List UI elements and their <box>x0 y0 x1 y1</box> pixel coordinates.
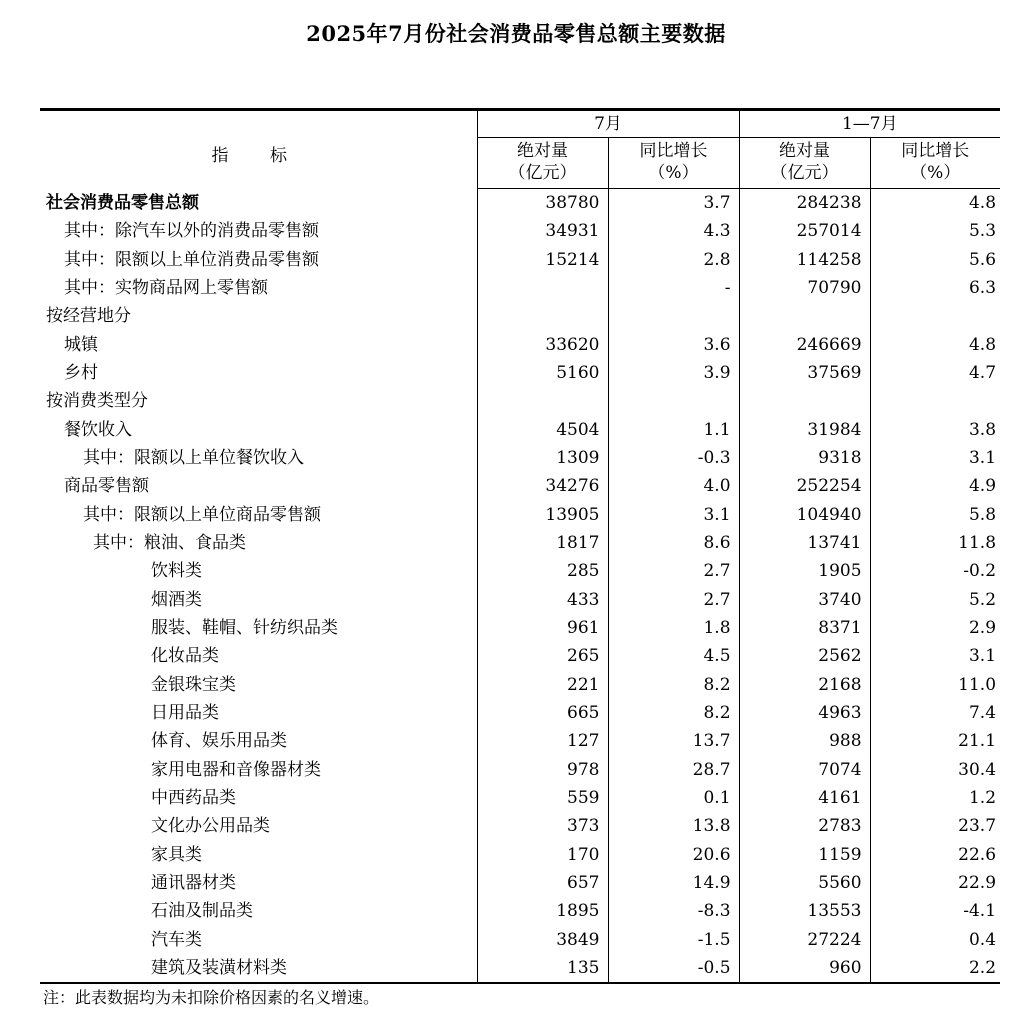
month-abs-cell: 34276 <box>477 472 608 500</box>
table-row <box>40 501 1000 529</box>
table-row <box>40 642 1000 670</box>
ytd-abs-cell: 1905 <box>739 557 870 585</box>
month-abs-cell: 961 <box>477 614 608 642</box>
table-row <box>40 586 1000 614</box>
month-growth-cell: 3.6 <box>608 331 739 359</box>
row-label: 其中：实物商品网上零售额 <box>40 274 477 302</box>
table-row <box>40 359 1000 387</box>
ytd-abs-cell: 9318 <box>739 444 870 472</box>
ytd-abs-cell: 7074 <box>739 756 870 784</box>
table-row <box>40 302 1000 330</box>
month-growth-cell: - <box>608 274 739 302</box>
month-abs-cell: 559 <box>477 784 608 812</box>
row-label: 其中：限额以上单位消费品零售额 <box>40 246 477 274</box>
table-row <box>40 954 1000 983</box>
index-column-header: 指 标 <box>40 110 477 189</box>
month-growth-cell: -0.3 <box>608 444 739 472</box>
ytd-growth-cell: 5.3 <box>968 221 997 242</box>
month-abs-cell: 170 <box>477 841 608 869</box>
ytd-abs-cell <box>739 387 870 415</box>
ytd-abs-cell: 37569 <box>739 359 870 387</box>
ytd-abs-cell: 960 <box>739 954 870 983</box>
ytd-abs-cell: 988 <box>739 727 870 755</box>
table-row <box>40 387 1000 415</box>
month-growth-cell: -1.5 <box>608 926 739 954</box>
row-label: 烟酒类 <box>40 586 477 614</box>
ytd-growth-cell: 7.4 <box>968 703 997 724</box>
ytd-abs-cell: 114258 <box>739 246 870 274</box>
ytd-growth-cell: 5.8 <box>968 504 997 525</box>
month-abs-cell: 1309 <box>477 444 608 472</box>
row-label: 汽车类 <box>40 926 477 954</box>
month-growth-cell: 2.7 <box>608 557 739 585</box>
ytd-growth-cell: 3.1 <box>968 646 997 667</box>
month-growth-cell: 8.2 <box>608 699 739 727</box>
month-abs-cell: 1817 <box>477 529 608 557</box>
row-label: 建筑及装潢材料类 <box>40 954 477 983</box>
footnote: 注：此表数据均为未扣除价格因素的名义增速。 <box>43 988 380 1007</box>
month-growth-cell: 2.7 <box>608 586 739 614</box>
ytd-abs-cell: 4161 <box>739 784 870 812</box>
table-row <box>40 926 1000 954</box>
page-title: 2025年7月份社会消费品零售总额主要数据 <box>306 21 726 46</box>
row-label: 服装、鞋帽、针纺织品类 <box>40 614 477 642</box>
row-label: 按经营地分 <box>40 302 477 330</box>
table-row <box>40 557 1000 585</box>
month-abs-cell: 13905 <box>477 501 608 529</box>
ytd-growth-cell: 5.2 <box>968 589 997 610</box>
row-label: 城镇 <box>40 331 477 359</box>
ytd-growth-header: 同比增长 （%） <box>870 138 1000 189</box>
table-row <box>40 671 1000 699</box>
ytd-abs-cell: 70790 <box>739 274 870 302</box>
month-abs-cell: 34931 <box>477 217 608 245</box>
month-growth-cell: 0.1 <box>608 784 739 812</box>
ytd-abs-cell: 246669 <box>739 331 870 359</box>
table-row <box>40 614 1000 642</box>
table-row <box>40 416 1000 444</box>
row-label: 金银珠宝类 <box>40 671 477 699</box>
ytd-abs-cell: 3740 <box>739 586 870 614</box>
month-growth-cell: 1.1 <box>608 416 739 444</box>
month-growth-cell: 8.6 <box>608 529 739 557</box>
month-abs-cell: 978 <box>477 756 608 784</box>
ytd-growth-cell: 2.9 <box>968 618 997 639</box>
month-abs-cell: 657 <box>477 869 608 897</box>
month-abs-cell: 3849 <box>477 926 608 954</box>
month-abs-cell <box>477 302 608 330</box>
row-label: 家用电器和音像器材类 <box>40 756 477 784</box>
table-row <box>40 784 1000 812</box>
table-row <box>40 217 1000 245</box>
row-label: 其中：粮油、食品类 <box>40 529 477 557</box>
row-label: 乡村 <box>40 359 477 387</box>
ytd-growth-cell: 11.8 <box>958 533 997 554</box>
ytd-growth-cell: -4.1 <box>963 901 997 922</box>
month-growth-cell: 3.1 <box>608 501 739 529</box>
month-growth-cell: 4.0 <box>608 472 739 500</box>
ytd-growth-cell: 23.7 <box>958 816 997 837</box>
table-row <box>40 699 1000 727</box>
table-row <box>40 444 1000 472</box>
month-abs-cell: 15214 <box>477 246 608 274</box>
ytd-abs-cell: 252254 <box>739 472 870 500</box>
ytd-growth-cell: 3.1 <box>968 448 997 469</box>
ytd-growth-cell: 2.2 <box>870 954 1000 983</box>
row-label: 社会消费品零售总额 <box>40 189 477 218</box>
row-label: 通讯器材类 <box>40 869 477 897</box>
row-label: 其中：限额以上单位餐饮收入 <box>40 444 477 472</box>
table-row <box>40 812 1000 840</box>
month-growth-cell: 4.5 <box>608 642 739 670</box>
month-growth-cell <box>608 302 739 330</box>
month-abs-cell: 285 <box>477 557 608 585</box>
month-growth-cell: -0.5 <box>608 954 739 983</box>
month-abs-cell: 265 <box>477 642 608 670</box>
row-label: 石油及制品类 <box>40 897 477 925</box>
ytd-abs-cell: 2168 <box>739 671 870 699</box>
row-label: 其中：限额以上单位商品零售额 <box>40 501 477 529</box>
table-row <box>40 897 1000 925</box>
month-growth-cell: -8.3 <box>608 897 739 925</box>
month-abs-cell: 5160 <box>477 359 608 387</box>
month-growth-cell <box>608 387 739 415</box>
ytd-growth-cell: 22.6 <box>958 844 997 865</box>
row-label: 中西药品类 <box>40 784 477 812</box>
row-label: 按消费类型分 <box>40 387 477 415</box>
retail-sales-table <box>40 108 1000 984</box>
ytd-growth-cell: 6.3 <box>968 278 997 299</box>
row-label: 文化办公用品类 <box>40 812 477 840</box>
month-growth-cell: 1.8 <box>608 614 739 642</box>
ytd-growth-cell: -0.2 <box>963 561 997 582</box>
month-abs-header: 绝对量 （亿元） <box>477 138 608 189</box>
ytd-group-header: 1—7月 <box>739 110 1000 138</box>
month-growth-cell: 13.8 <box>608 812 739 840</box>
ytd-growth-cell: 1.2 <box>968 788 997 809</box>
ytd-abs-cell: 1159 <box>739 841 870 869</box>
row-label: 餐饮收入 <box>40 416 477 444</box>
table-row <box>40 841 1000 869</box>
ytd-abs-header: 绝对量 （亿元） <box>739 138 870 189</box>
month-growth-cell: 4.3 <box>608 217 739 245</box>
table-row <box>40 331 1000 359</box>
month-growth-cell: 3.9 <box>608 359 739 387</box>
ytd-growth-cell: 4.8 <box>968 334 997 355</box>
month-abs-cell: 433 <box>477 586 608 614</box>
month-abs-cell: 127 <box>477 727 608 755</box>
month-abs-cell: 4504 <box>477 416 608 444</box>
ytd-abs-cell: 4963 <box>739 699 870 727</box>
ytd-abs-cell: 5560 <box>739 869 870 897</box>
ytd-growth-cell: 0.4 <box>968 929 997 950</box>
table-row <box>40 727 1000 755</box>
ytd-growth-cell: 22.9 <box>958 873 997 894</box>
ytd-abs-cell: 13741 <box>739 529 870 557</box>
ytd-abs-cell: 13553 <box>739 897 870 925</box>
ytd-growth-cell: 5.6 <box>968 249 997 270</box>
table-row <box>40 246 1000 274</box>
month-abs-cell: 33620 <box>477 331 608 359</box>
ytd-growth-cell <box>870 387 1000 415</box>
ytd-growth-cell: 30.4 <box>958 759 997 780</box>
ytd-abs-cell: 2783 <box>739 812 870 840</box>
table-row <box>40 756 1000 784</box>
month-abs-cell: 38780 <box>477 189 608 218</box>
ytd-growth-cell: 4.8 <box>968 193 997 214</box>
month-abs-cell <box>477 387 608 415</box>
ytd-abs-cell: 27224 <box>739 926 870 954</box>
ytd-growth-cell: 11.0 <box>958 674 997 695</box>
row-label: 饮料类 <box>40 557 477 585</box>
ytd-growth-cell <box>870 302 1000 330</box>
month-growth-header: 同比增长 （%） <box>608 138 739 189</box>
month-growth-cell: 8.2 <box>608 671 739 699</box>
month-abs-cell: 373 <box>477 812 608 840</box>
row-label: 日用品类 <box>40 699 477 727</box>
ytd-growth-cell: 4.9 <box>968 476 997 497</box>
month-abs-cell <box>477 274 608 302</box>
ytd-growth-cell: 21.1 <box>958 731 997 752</box>
ytd-abs-cell: 257014 <box>739 217 870 245</box>
table-row <box>40 869 1000 897</box>
month-group-header: 7月 <box>477 110 739 138</box>
ytd-growth-cell: 4.7 <box>968 363 997 384</box>
month-abs-cell: 1895 <box>477 897 608 925</box>
ytd-abs-cell: 31984 <box>739 416 870 444</box>
table-row <box>40 472 1000 500</box>
month-growth-cell: 3.7 <box>608 189 739 218</box>
ytd-abs-cell: 8371 <box>739 614 870 642</box>
table-row <box>40 529 1000 557</box>
month-growth-cell: 14.9 <box>608 869 739 897</box>
month-growth-cell: 2.8 <box>608 246 739 274</box>
row-label: 体育、娱乐用品类 <box>40 727 477 755</box>
month-abs-cell: 135 <box>477 954 608 983</box>
ytd-growth-cell: 3.8 <box>968 419 997 440</box>
row-label: 化妆品类 <box>40 642 477 670</box>
row-label: 商品零售额 <box>40 472 477 500</box>
month-growth-cell: 13.7 <box>608 727 739 755</box>
table-row <box>40 189 1000 218</box>
table-row <box>40 274 1000 302</box>
month-growth-cell: 28.7 <box>608 756 739 784</box>
row-label: 其中：除汽车以外的消费品零售额 <box>40 217 477 245</box>
row-label: 家具类 <box>40 841 477 869</box>
month-growth-cell: 20.6 <box>608 841 739 869</box>
month-abs-cell: 221 <box>477 671 608 699</box>
ytd-abs-cell: 2562 <box>739 642 870 670</box>
ytd-abs-cell <box>739 302 870 330</box>
month-abs-cell: 665 <box>477 699 608 727</box>
ytd-abs-cell: 284238 <box>739 189 870 218</box>
ytd-abs-cell: 104940 <box>739 501 870 529</box>
